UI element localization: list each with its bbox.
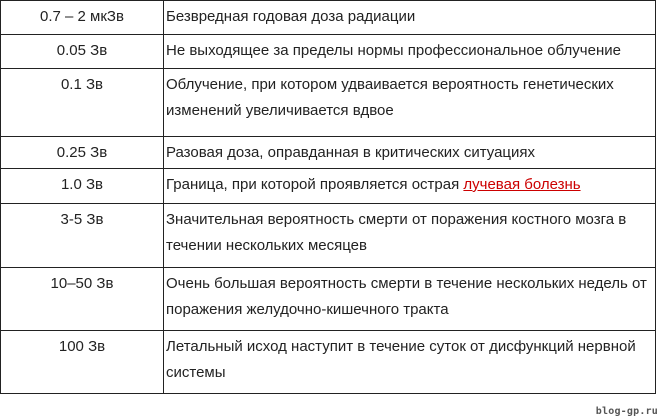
dose-cell: 0.05 Зв	[1, 35, 164, 69]
dose-cell: 3-5 Зв	[1, 204, 164, 268]
dose-cell: 1.0 Зв	[1, 169, 164, 204]
description-cell: Значительная вероятность смерти от поражения костного мозга в течении нескольких месяцев	[164, 204, 656, 268]
table-row	[1, 1, 656, 35]
description-text: Граница, при которой проявляется острая	[166, 176, 464, 193]
radiation-sickness-link[interactable]: лучевая болезнь	[463, 176, 581, 193]
dose-cell: 0.7 – 2 мкЗв	[1, 1, 164, 35]
description-cell: Летальный исход наступит в течение суток от дисфункций нервной системы	[164, 331, 656, 394]
dose-cell: 0.25 Зв	[1, 137, 164, 169]
site-watermark: blog-gp.ru	[595, 406, 658, 417]
description-cell: Разовая доза, оправданная в критических ситуациях	[164, 137, 656, 169]
dose-cell: 10–50 Зв	[1, 268, 164, 331]
table-row	[1, 137, 656, 169]
dose-cell: 100 Зв	[1, 331, 164, 394]
description-cell: Облучение, при котором удваивается вероятность генетических изменений увеличивается вдвое	[164, 69, 656, 137]
table-row	[1, 35, 656, 69]
description-cell	[164, 169, 656, 204]
table-row	[1, 331, 656, 394]
dose-cell: 0.1 Зв	[1, 69, 164, 137]
table-row	[1, 169, 656, 204]
description-cell: Очень большая вероятность смерти в течение нескольких недель от поражения желудочно-кишечного тракта	[164, 268, 656, 331]
description-cell: Безвредная годовая доза радиации	[164, 1, 656, 35]
description-cell: Не выходящее за пределы нормы профессиональное облучение	[164, 35, 656, 69]
table-row	[1, 268, 656, 331]
table-row	[1, 204, 656, 268]
table-row	[1, 69, 656, 137]
